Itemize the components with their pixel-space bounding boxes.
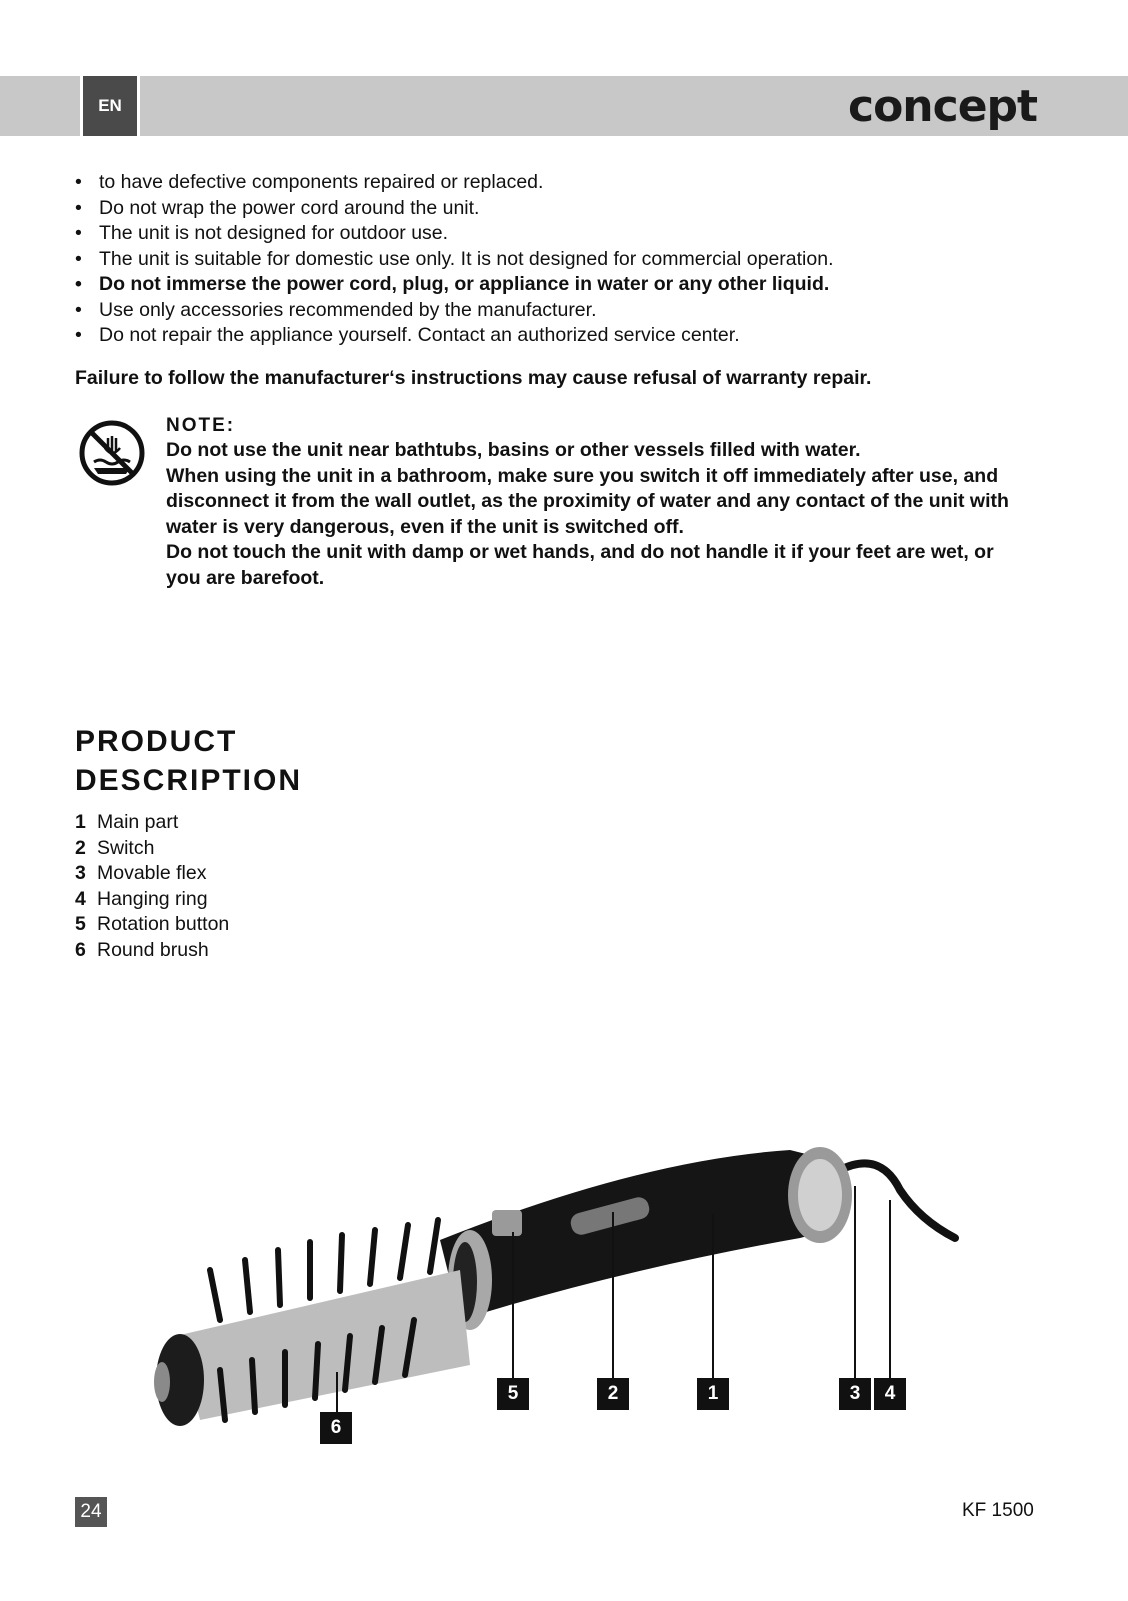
parts-list — [75, 810, 229, 963]
list-item: • Do not immerse the power cord, plug, or appliance in water or any other liquid. — [75, 273, 830, 295]
callout-round-brush: 6 — [320, 1412, 352, 1444]
callout-main-part: 1 — [697, 1378, 729, 1410]
list-item: 6 Round brush — [75, 938, 209, 961]
leader-line — [612, 1212, 614, 1378]
note-line: Do not use the unit near bathtubs, basins or other vessels filled with water. — [166, 439, 861, 461]
list-item: • Do not wrap the power cord around the unit. — [75, 196, 480, 219]
leader-line — [512, 1232, 514, 1378]
leader-line — [336, 1372, 338, 1412]
note-line: water is very dangerous, even if the unit is switched off. — [166, 515, 684, 538]
leader-line — [889, 1200, 891, 1378]
page-number: 24 — [75, 1497, 107, 1527]
list-item: • Use only accessories recommended by the manufacturer. — [75, 298, 597, 321]
leader-line — [712, 1214, 714, 1378]
safety-bullet-list — [75, 170, 834, 349]
callout-movable-flex: 3 — [839, 1378, 871, 1410]
callout-switch: 2 — [597, 1378, 629, 1410]
warranty-warning: Failure to follow the manufacturer‘s instructions may cause refusal of warranty repair. — [75, 367, 872, 389]
language-tab: EN — [80, 76, 140, 136]
note-block — [166, 414, 1046, 591]
note-title: NOTE: — [166, 415, 236, 436]
leader-line — [854, 1186, 856, 1378]
list-item: • The unit is suitable for domestic use only. It is not designed for commercial operation. — [75, 247, 834, 270]
note-line: disconnect it from the wall outlet, as the proximity of water and any contact of the unit with — [166, 490, 1009, 512]
note-line: When using the unit in a bathroom, make sure you switch it off immediately after use, and — [166, 464, 999, 487]
section-title: PRODUCT DESCRIPTION — [75, 725, 303, 797]
list-item: 5 Rotation button — [75, 913, 230, 935]
list-item: 3 Movable flex — [75, 862, 207, 884]
note-line: you are barefoot. — [166, 566, 325, 589]
callout-rotation-button: 5 — [497, 1378, 529, 1410]
note-line: Do not touch the unit with damp or wet hands, and do not handle it if your feet are wet, or — [166, 541, 994, 563]
model-number: KF 1500 — [962, 1500, 1034, 1521]
list-item: 1 Main part — [75, 811, 179, 833]
list-item: 4 Hanging ring — [75, 887, 208, 910]
list-item: • Do not repair the appliance yourself. Contact an authorized service center. — [75, 324, 740, 346]
list-item: 2 Switch — [75, 836, 155, 859]
no-water-icon — [78, 418, 146, 488]
list-item: • The unit is not designed for outdoor use. — [75, 222, 449, 244]
list-item: • to have defective components repaired or replaced. — [75, 171, 544, 193]
brand-logo: concept — [848, 80, 1038, 132]
callout-hanging-ring: 4 — [874, 1378, 906, 1410]
